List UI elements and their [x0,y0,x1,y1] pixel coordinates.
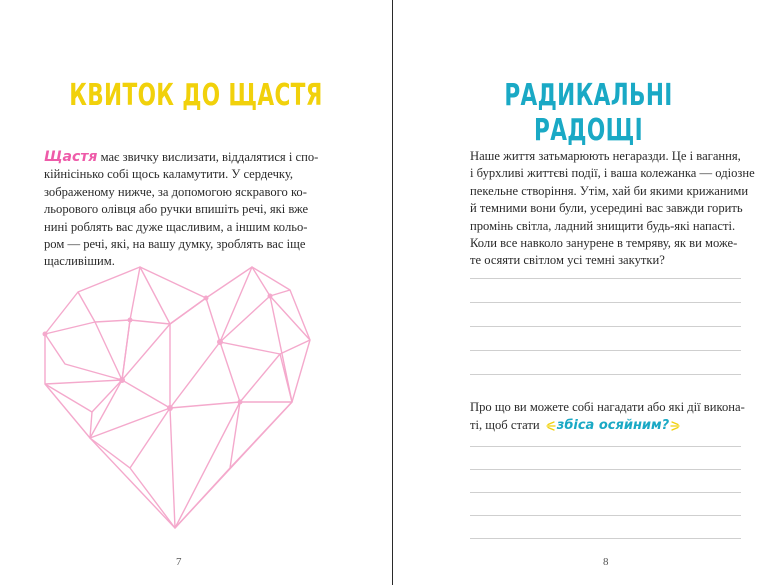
writing-line[interactable] [470,538,741,539]
right-page-title: РАДИКАЛЬНІ РАДОЩІ [504,78,673,148]
writing-line[interactable] [470,326,741,327]
writing-line[interactable] [470,469,741,470]
paragraph-line: має звичку вислизати, віддалятися і спо- [97,150,319,164]
writing-line[interactable] [470,374,741,375]
right-paragraph [470,148,755,270]
question-line: ті, щоб стати [470,418,540,432]
paragraph-line: нині роблять вас дуже щасливим, а іншим кольо- [44,219,308,234]
highlight-phrase: збіса осяйним? [556,418,670,433]
writing-line[interactable] [470,446,741,447]
question-text [470,398,745,435]
paragraph-line: зображеному нижче, за допомогою яскравого ко- [44,184,307,199]
paragraph-line: і бурхливі життєві події, і ваша колежанка — одіозне [470,166,755,181]
geometric-heart-icon [30,262,330,542]
paragraph-line: промінь світла, ладний знищити будь-які напасті. [470,218,736,233]
right-page [393,0,784,585]
writing-line[interactable] [470,515,741,516]
paragraph-line: й темними вони були, усередині вас завжди горить [470,201,743,216]
paragraph-line: кійнісінько собі щось каламутити. У сердечку, [44,167,294,182]
question-line: Про що ви можете собі нагадати або які дії викона- [470,400,745,414]
page-number: 8 [603,556,609,568]
paragraph-line: пекельне створіння. Утім, хай би якими крижаними [470,183,749,198]
paragraph-line: те осяяти світлом усі темні закутки? [470,253,665,268]
paragraph-line: щасливішим. [44,254,115,269]
paragraph-line: Наше життя затьмарюють негаразди. Це і вагання, [470,149,741,163]
sparkle-icon [669,419,683,433]
paragraph-line: ром — речі, які, на вашу думку, зроблять вас іще [44,237,306,252]
paragraph-line: льорового олівця або ручки впишіть речі, які вже [44,202,309,217]
left-paragraph [44,149,322,271]
writing-line[interactable] [470,492,741,493]
sparkle-icon [543,419,557,433]
highlight-word: Щастя [44,149,98,165]
page-number: 7 [176,556,182,568]
paragraph-line: Коли все навколо занурене в темряву, як ви може- [470,236,738,251]
writing-line[interactable] [470,302,741,303]
writing-line[interactable] [470,278,741,279]
left-page-title: КВИТОК ДО ЩАСТЯ [69,78,323,113]
writing-line[interactable] [470,350,741,351]
